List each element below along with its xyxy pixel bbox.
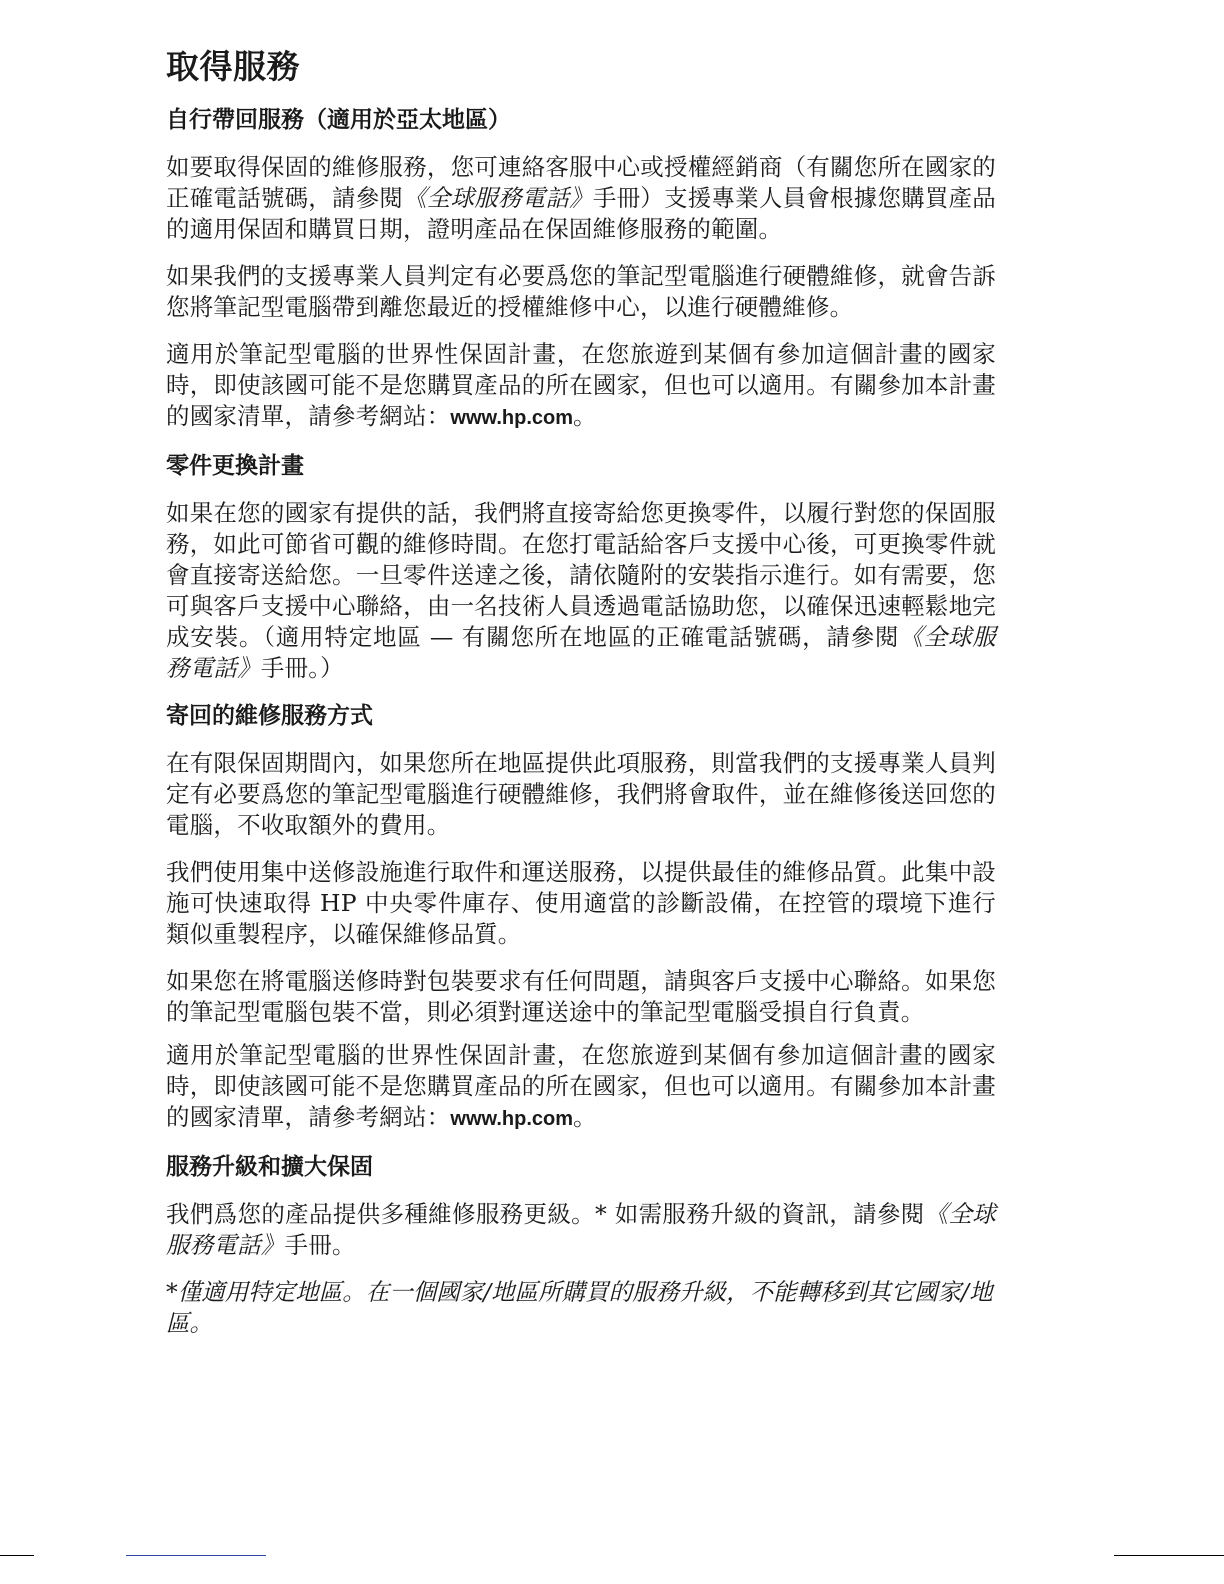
mail-in-p4-end: 。 (573, 1103, 597, 1131)
carry-in-p3-text: 適用於筆記型電腦的世界性保固計畫，在您旅遊到某個有參加這個計畫的國家時，即使該國可能不是您購買產品的所在國家，但也可以適用。有關參加本計畫的國家清單，請參考網站： (166, 340, 996, 430)
mail-in-p4-text: 適用於筆記型電腦的世界性保固計畫，在您旅遊到某個有參加這個計畫的國家時，即使該國可能不是您購買產品的所在國家，但也可以適用。有關參加本計畫的國家清單，請參考網站： (166, 1041, 996, 1131)
footer-rule-middle (126, 1555, 266, 1556)
section-carry-in (166, 104, 996, 434)
parts-p1-book-title: 《全球服務電話》 (166, 623, 996, 682)
carry-in-paragraph-3 (166, 339, 996, 434)
footer-rule-right (1114, 1555, 1224, 1556)
section-upgrades (166, 1151, 996, 1339)
upgrades-paragraph-1 (166, 1199, 996, 1261)
carry-in-paragraph-1 (166, 152, 996, 245)
upgrades-footnote: *僅適用特定地區。在一個國家/地區所購買的服務升級，不能轉移到其它國家/地區。 (166, 1278, 993, 1337)
carry-in-p1-book-title: 《全球服務電話》 (403, 184, 593, 212)
section-parts (166, 450, 996, 684)
section-heading-mail-in: 寄回的維修服務方式 (166, 702, 373, 729)
parts-p1-text-end: 手冊。） (260, 654, 344, 682)
mail-in-paragraph-1: 在有限保固期間內，如果您所在地區提供此項服務，則當我們的支援專業人員判定有必要爲您的筆記型電腦進行硬體維修，我們將會取件，並在維修後送回您的電腦，不收取額外的費用。 (166, 749, 996, 839)
document-page (166, 44, 996, 1339)
carry-in-paragraph-2: 如果我們的支援專業人員判定有必要爲您的筆記型電腦進行硬體維修，就會告訴您將筆記型電腦帶到離您最近的授權維修中心，以進行硬體維修。 (166, 262, 996, 321)
hp-website-link-2[interactable]: www.hp.com (450, 1108, 574, 1130)
carry-in-p1-text-end: 手冊）支援專業人員會根據您購買產品的適用保固和購買日期，證明產品在保固維修服務的範圍。 (166, 184, 997, 243)
parts-p1-text: 如果在您的國家有提供的話，我們將直接寄給您更換零件，以履行對您的保固服務，如此可節省可觀的維修時間。在您打電話給客戶支援中心後，可更換零件就會直接寄送給您。一旦零件送達之後，請依隨附的安裝指示進行。如有需要，您可與客戶支援中心聯絡，由一名技術人員透過電話協助您，以確保迅速輕鬆地完成安裝。（適用特定地區 — 有關您所在地區的正確電話號碼，請參閱 (166, 499, 996, 651)
section-heading-upgrades: 服務升級和擴大保固 (166, 1153, 373, 1180)
upgrades-p1-text: 我們爲您的產品提供多種維修服務更級。* 如需服務升級的資訊，請參閱 (166, 1200, 925, 1228)
carry-in-p1-text: 如要取得保固的維修服務，您可連絡客服中心或授權經銷商（有關您所在國家的正確電話號碼，請參閱 (166, 153, 996, 212)
carry-in-p3-end: 。 (573, 402, 597, 430)
hp-website-link[interactable]: www.hp.com (450, 407, 574, 429)
section-heading-parts: 零件更換計畫 (166, 452, 304, 479)
section-heading-carry-in: 自行帶回服務（適用於亞太地區） (166, 106, 511, 133)
section-mail-in (166, 700, 996, 1135)
mail-in-paragraph-2: 我們使用集中送修設施進行取件和運送服務，以提供最佳的維修品質。此集中設施可快速取得 HP 中央零件庫存、使用適當的診斷設備，在控管的環境下進行類似重製程序，以確保維修品質。 (166, 858, 996, 948)
parts-paragraph-1 (166, 498, 996, 684)
upgrades-p1-text-end: 手冊。 (284, 1231, 356, 1259)
page-title: 取得服務 (166, 47, 300, 86)
footer-rule-left (0, 1555, 34, 1556)
upgrades-p1-book-title: 《全球服務電話》 (166, 1200, 996, 1259)
mail-in-paragraph-3: 如果您在將電腦送修時對包裝要求有任何問題，請與客戶支援中心聯絡。如果您的筆記型電腦包裝不當，則必須對運送途中的筆記型電腦受損自行負責。 (166, 967, 996, 1026)
mail-in-paragraph-4 (166, 1040, 996, 1135)
